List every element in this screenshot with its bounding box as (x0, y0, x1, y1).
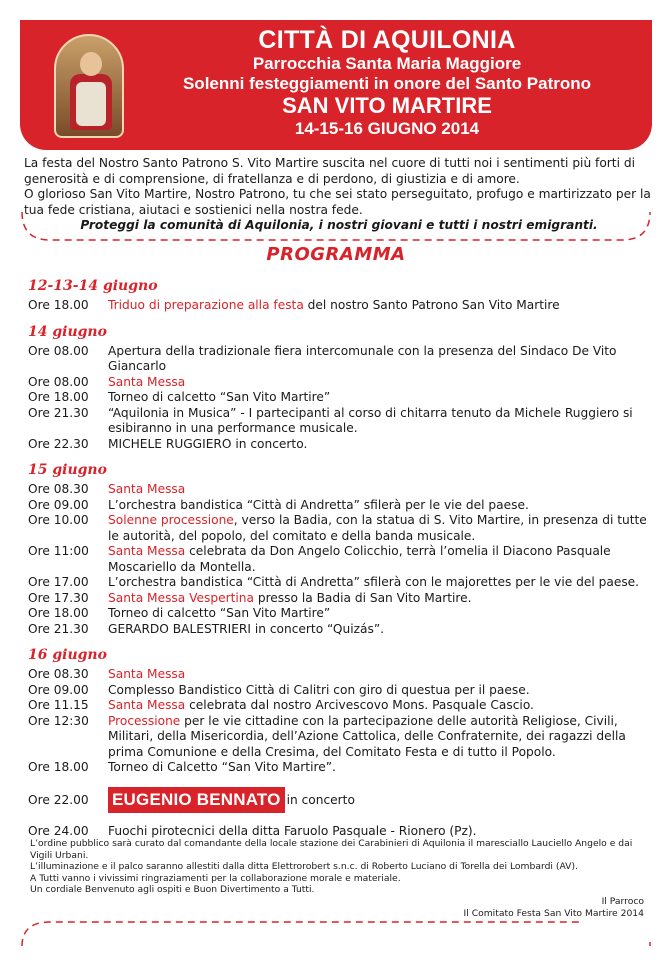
event-text: in concerto (286, 792, 355, 807)
event-time: Ore 09.00 (28, 497, 89, 512)
parish-name: Parrocchia Santa Maria Maggiore (252, 54, 522, 73)
event-text: presso la Badia di San Vito Martire. (253, 590, 472, 605)
event-time: Ore 22.30 (28, 436, 89, 451)
event-time: Ore 17.30 (28, 590, 89, 605)
event-highlight: Santa Messa (108, 544, 186, 558)
event-text: Apertura della tradizionale fiera intercomunale con la presenza del Sindaco De Vito Giancarlo (108, 343, 617, 373)
event-time: Ore 12:30 (28, 713, 89, 728)
event-row (28, 667, 648, 683)
event-row (28, 344, 648, 375)
footer-note: Un cordiale Benvenuto agli ospiti e Buon Divertimento a Tutti. (30, 884, 315, 896)
event-row (28, 298, 648, 314)
event-highlight: Santa Messa Vespertina (108, 590, 254, 605)
header-text (130, 26, 644, 140)
day-heading: 14 giugno (28, 323, 107, 340)
event-row (28, 498, 648, 514)
event-row (28, 375, 648, 391)
event-description (108, 482, 648, 498)
event-description (108, 760, 648, 776)
intro-paragraph: La festa del Nostro Santo Patrono S. Vito Martire suscita nel cuore di tutti noi i sentimenti più forti di generosità e di comprensione, di fratellanza e di perdono, di giustizia e di amore. (24, 156, 635, 186)
intro-prayer: O glorioso San Vito Martire, Nostro Patrono, tu che sei stato perseguitato, profugo e martirizzato per la tua fede cristiana, aiutaci e sostienici nella nostra fede. (24, 187, 651, 217)
event-description (108, 390, 648, 406)
event-description (108, 513, 648, 544)
event-row (28, 760, 648, 776)
event-text: Torneo di calcetto “San Vito Martire” (108, 390, 331, 404)
event-description (108, 622, 648, 638)
event-text: , verso la Badia, con la statua di S. Vito Martire, in presenza di tutte le autorità, del popolo, del comitato e della banda musicale. (108, 513, 647, 543)
event-text: Torneo di Calcetto “San Vito Martire”. (108, 760, 336, 774)
event-row (28, 714, 648, 761)
day-heading: 12-13-14 giugno (28, 278, 158, 294)
event-time: Ore 21.30 (28, 621, 89, 636)
event-text: Torneo di calcetto “San Vito Martire” (108, 606, 331, 620)
signature (464, 896, 644, 919)
event-text: del nostro Santo Patrono San Vito Martire (303, 298, 560, 312)
event-time: Ore 22.00 (28, 792, 89, 807)
day-heading: 15 giugno (28, 462, 107, 478)
footer-note: L’ordine pubblico sarà curato dal comandante della locale stazione dei Carabinieri di Aquilonia il maresciallo Lauciello Angelo e dai Vigili Urbani. (30, 838, 633, 861)
signature-parroco: Il Parroco (601, 896, 644, 907)
event-description (108, 375, 648, 391)
event-time: Ore 21.30 (28, 405, 89, 420)
event-text: Fuochi pirotecnici della ditta Faruolo Pasquale - Rionero (Pz). (108, 823, 477, 838)
event-row (28, 591, 648, 607)
event-description (108, 667, 648, 683)
footer-notes (30, 838, 642, 896)
event-time: Ore 09.00 (28, 682, 89, 697)
programma-title: PROGRAMMA (266, 244, 406, 265)
event-row (28, 683, 648, 699)
schedule (28, 272, 648, 839)
event-time: Ore 11:00 (28, 544, 89, 558)
saint-name: SAN VITO MARTIRE (282, 93, 492, 118)
festival-dates: 14-15-16 GIUGNO 2014 (294, 119, 480, 138)
saint-statue-image (54, 34, 124, 138)
event-row (28, 575, 648, 591)
event-text: per le vie cittadine con la partecipazione delle autorità Religiose, Civili, Militari, della Misericordia, dell’Azione Cattolica, delle Confraternite, dei ragazzi della prima Comunione e della Cresima, del Comitato Festa e di tutto il Popolo. (108, 713, 626, 759)
event-highlight: Santa Messa (108, 482, 186, 496)
event-text: celebrata dal nostro Arcivescovo Mons. Pasquale Cascio. (185, 698, 534, 712)
event-highlight: Triduo di preparazione alla festa (108, 298, 304, 312)
footer-note: A Tutti vanno i vivissimi ringraziamenti per la collaborazione morale e materiale. (30, 872, 401, 884)
day-heading: 16 giugno (28, 647, 107, 663)
event-row (28, 698, 648, 714)
event-text: “Aquilonia in Musica” - I partecipanti al corso di chitarra tenuto da Michele Ruggiero si esibiranno in una performance musicale. (108, 405, 633, 435)
event-description (108, 591, 648, 607)
event-description (108, 437, 648, 453)
event-row (28, 622, 648, 638)
event-row (28, 513, 648, 544)
footer-note: L’illuminazione e il palco saranno allestiti dalla ditta Elettrorobert s.n.c. di Roberto Luciano di Torella dei Lombardi (AV). (30, 861, 578, 873)
event-time: Ore 24.00 (28, 823, 89, 838)
event-row (28, 390, 648, 406)
event-highlight: Santa Messa (108, 374, 186, 389)
town-title: CITTÀ DI AQUILONIA (258, 26, 516, 54)
event-time: Ore 10.00 (28, 513, 89, 527)
event-time: Ore 18.00 (28, 390, 89, 404)
event-row (28, 482, 648, 498)
event-description (108, 498, 648, 514)
event-time: Ore 17.00 (28, 575, 89, 589)
event-time: Ore 08.00 (28, 374, 89, 389)
event-description (108, 298, 648, 314)
event-time: Ore 08.00 (28, 343, 89, 358)
event-highlight: Solenne processione (108, 513, 234, 527)
event-description (108, 714, 648, 761)
event-highlight: Santa Messa (108, 667, 186, 681)
event-time: Ore 08.30 (28, 667, 89, 681)
event-text: MICHELE RUGGIERO in concerto. (108, 436, 308, 451)
event-description (108, 606, 648, 622)
headline-artist: EUGENIO BENNATO (108, 787, 285, 813)
event-description (108, 406, 648, 437)
event-text: L’orchestra bandistica “Città di Andretta” sfilerà con le majorettes per le vie del paese. (108, 575, 640, 589)
signature-comitato: Il Comitato Festa San Vito Martire 2014 (463, 907, 644, 919)
event-description (108, 344, 648, 375)
event-row (28, 544, 648, 575)
event-text: Complesso Bandistico Città di Calitri con giro di questua per il paese. (108, 682, 530, 697)
event-highlight: Santa Messa (108, 698, 186, 712)
event-text: GERARDO BALESTRIERI in concerto “Quizás”. (108, 621, 385, 636)
event-row (28, 406, 648, 437)
event-description (108, 544, 648, 575)
headline-concert-row (28, 786, 648, 814)
event-description (108, 683, 648, 699)
event-time: Ore 18.00 (28, 298, 89, 312)
event-text: celebrata da Don Angelo Colicchio, terrà l’omelia il Diacono Pasquale Moscariello da Montella. (108, 544, 611, 574)
event-row (28, 606, 648, 622)
event-time: Ore 11.15 (28, 698, 89, 712)
event-row (28, 437, 648, 453)
event-text: L’orchestra bandistica “Città di Andretta” sfilerà per le vie del paese. (108, 497, 529, 512)
event-description (108, 698, 648, 714)
header-subtitle: Solenni festeggiamenti in onore del Santo Patrono (182, 74, 592, 93)
header-banner (20, 20, 652, 150)
event-time: Ore 08.30 (28, 482, 89, 496)
event-highlight: Processione (108, 713, 181, 728)
intro-blessing: Proteggi la comunità di Aquilonia, i nostri giovani e tutti i nostri emigranti. (80, 218, 598, 232)
event-time: Ore 18.00 (28, 760, 89, 774)
event-row (28, 824, 648, 840)
event-time: Ore 18.00 (28, 606, 89, 620)
event-description (108, 575, 648, 591)
